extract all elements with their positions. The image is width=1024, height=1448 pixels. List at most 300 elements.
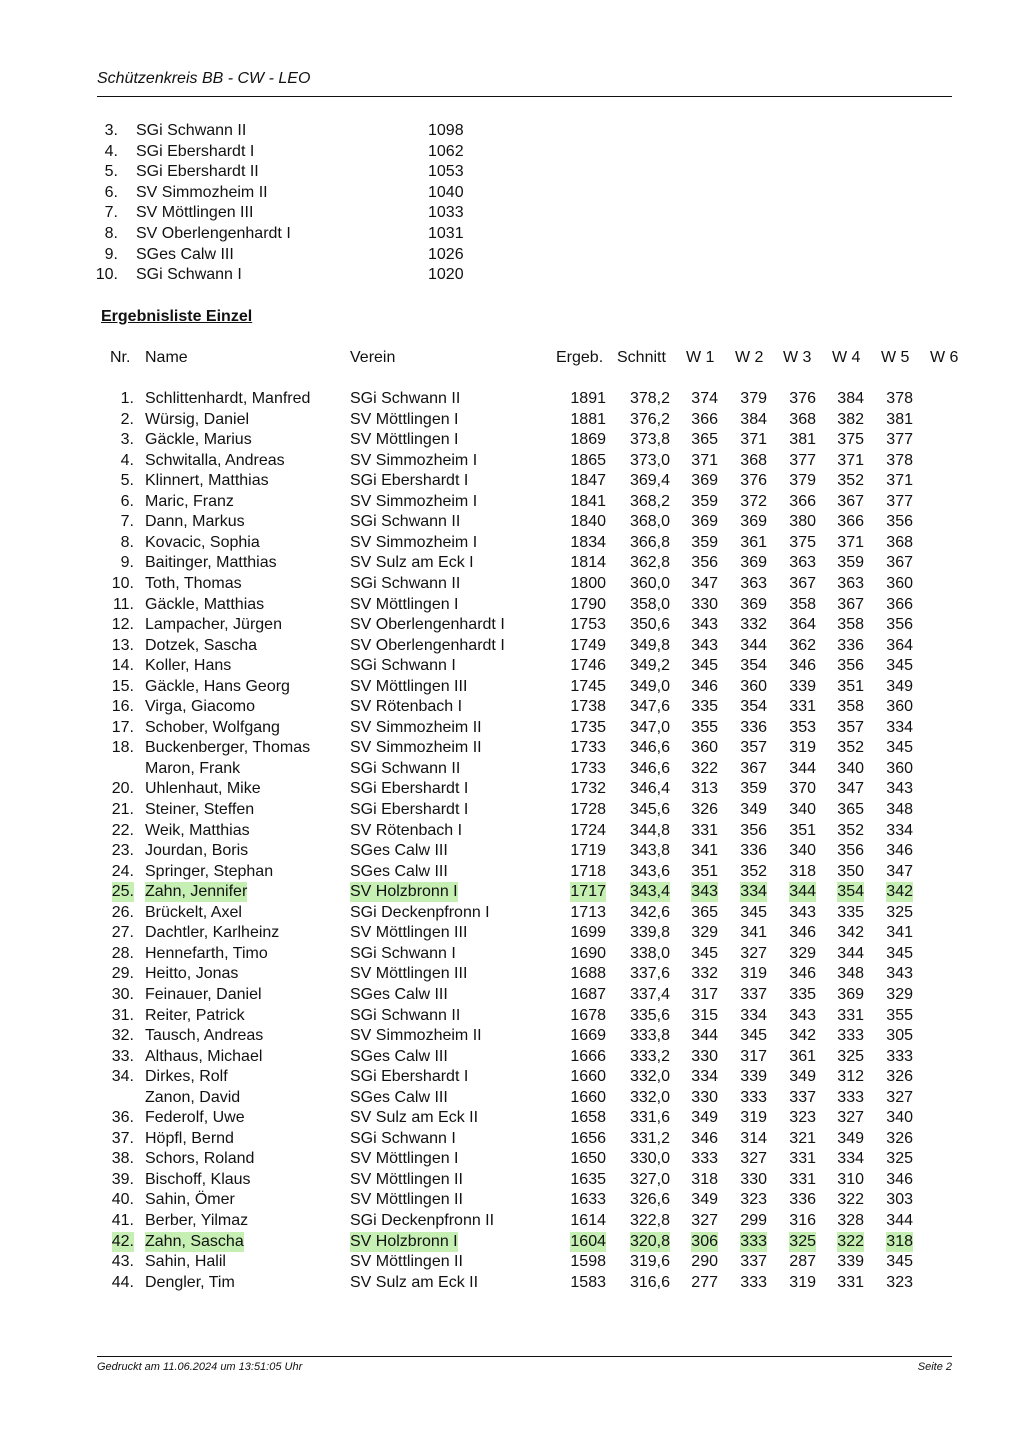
rank-cell: 25.: [111, 883, 134, 901]
rank-cell: 38.: [111, 1150, 134, 1168]
shooter-name-cell: Sahin, Halil: [145, 1253, 226, 1271]
round-4-score-cell: 327: [837, 1109, 864, 1127]
shooter-name-cell: Koller, Hans: [145, 657, 232, 675]
average-cell: 366,8: [629, 533, 670, 551]
rank-cell: 44.: [111, 1273, 134, 1291]
rank-cell: 30.: [111, 985, 134, 1003]
round-1-score-cell: 343: [691, 636, 718, 654]
round-1-score-cell: 313: [691, 780, 718, 798]
team-score: 1062: [428, 142, 464, 160]
club-cell: SV Möttlingen III: [350, 677, 468, 695]
round-2-score-cell: 354: [740, 657, 767, 675]
club-cell: SGi Schwann II: [350, 759, 461, 777]
shooter-name-cell: Zanon, David: [145, 1088, 241, 1106]
round-1-score-cell: 359: [691, 533, 718, 551]
round-1-score-cell: 369: [691, 472, 718, 490]
round-4-score-cell: 331: [837, 1273, 864, 1291]
round-3-score-cell: 343: [789, 1006, 816, 1024]
round-2-score-cell: 337: [740, 1253, 767, 1271]
team-name: SGi Ebershardt I: [136, 142, 255, 160]
round-4-score-cell: 310: [837, 1170, 864, 1188]
rank-cell: 39.: [111, 1170, 134, 1188]
total-score-cell: 1635: [570, 1170, 606, 1188]
round-5-score-cell: 360: [886, 698, 913, 716]
round-2-score-cell: 334: [740, 1006, 767, 1024]
average-cell: 362,8: [629, 554, 670, 572]
round-5-score-cell: 344: [886, 1212, 913, 1229]
average-cell: 344,8: [629, 821, 670, 839]
total-score-cell: 1841: [570, 492, 606, 510]
average-cell: 339,8: [629, 924, 670, 942]
average-cell: 327,0: [629, 1170, 670, 1188]
team-result-row: [80, 184, 500, 204]
total-score-cell: 1687: [570, 985, 606, 1003]
round-2-score-cell: 333: [740, 1088, 767, 1106]
table-row: [0, 862, 1024, 882]
shooter-name-cell: Weik, Matthias: [145, 821, 250, 839]
shooter-name-cell: Federolf, Uwe: [145, 1109, 245, 1127]
round-4-score-cell: 371: [837, 533, 864, 551]
round-4-score-cell: 371: [837, 451, 864, 469]
round-3-score-cell: 349: [789, 1068, 816, 1086]
round-5-score-cell: 366: [886, 595, 913, 613]
round-5-score-cell: 327: [886, 1088, 913, 1106]
round-4-score-cell: 369: [837, 985, 864, 1003]
shooter-name-cell: Lampacher, Jürgen: [145, 616, 282, 634]
shooter-name-cell: Kovacic, Sophia: [145, 533, 260, 551]
round-4-score-cell: 352: [837, 472, 864, 490]
round-3-score-cell: 335: [789, 985, 816, 1003]
round-3-score-cell: 343: [789, 903, 816, 921]
round-5-score-cell: 340: [886, 1109, 913, 1127]
round-3-score-cell: 346: [789, 657, 816, 675]
round-2-score-cell: 332: [740, 616, 767, 634]
total-score-cell: 1733: [570, 759, 606, 777]
round-4-score-cell: 363: [837, 574, 864, 592]
round-1-score-cell: 277: [691, 1273, 718, 1291]
rank-cell: 4.: [120, 451, 134, 469]
club-cell: SV Simmozheim I: [350, 492, 478, 510]
table-row: [0, 903, 1024, 923]
round-4-score-cell: 356: [837, 657, 864, 675]
round-1-score-cell: 341: [691, 842, 718, 860]
table-row-highlighted: [0, 882, 1024, 902]
round-1-score-cell: 318: [691, 1170, 718, 1188]
total-score-cell: 1583: [570, 1273, 606, 1291]
club-cell: SV Möttlingen I: [350, 1150, 459, 1168]
round-1-score-cell: 374: [691, 390, 718, 407]
club-cell: SV Möttlingen III: [350, 924, 468, 942]
round-5-score-cell: 326: [886, 1129, 913, 1147]
team-result-row: [80, 204, 500, 224]
rank-cell: 33.: [111, 1047, 134, 1065]
average-cell: 349,0: [629, 677, 670, 695]
rank-cell: 42.: [111, 1232, 134, 1250]
total-score-cell: 1891: [570, 390, 606, 407]
table-row: [0, 389, 1024, 409]
shooter-name-cell: Schober, Wolfgang: [145, 718, 280, 736]
team-rank: 10.: [95, 266, 118, 284]
round-4-score-cell: 340: [837, 759, 864, 777]
round-1-score-cell: 366: [691, 410, 718, 428]
club-cell: SGi Schwann II: [350, 390, 461, 407]
average-cell: 342,6: [629, 903, 670, 921]
round-5-score-cell: 342: [886, 883, 913, 901]
average-cell: 347,6: [629, 698, 670, 716]
club-cell: SV Rötenbach I: [350, 698, 463, 716]
team-score: 1098: [428, 122, 464, 139]
total-score-cell: 1633: [570, 1191, 606, 1209]
rank-cell: 21.: [111, 801, 134, 818]
average-cell: 368,0: [629, 513, 670, 531]
round-1-score-cell: 349: [691, 1109, 718, 1127]
table-row: [0, 512, 1024, 532]
round-5-score-cell: 341: [886, 924, 913, 942]
round-2-score-cell: 345: [740, 903, 767, 921]
shooter-name-cell: Gäckle, Matthias: [145, 595, 265, 613]
total-score-cell: 1719: [570, 842, 606, 860]
round-1-score-cell: 359: [691, 492, 718, 510]
rank-cell: 14.: [111, 657, 134, 675]
round-1-score-cell: 290: [691, 1253, 718, 1271]
team-result-row: [80, 143, 500, 163]
total-score-cell: 1847: [570, 472, 606, 490]
round-2-score-cell: 319: [740, 1109, 767, 1127]
round-2-score-cell: 323: [740, 1191, 767, 1209]
round-2-score-cell: 357: [740, 739, 767, 757]
total-score-cell: 1717: [570, 883, 606, 901]
rank-cell: 10.: [111, 574, 134, 592]
shooter-name-cell: Höpfl, Bernd: [145, 1129, 234, 1147]
round-1-score-cell: 329: [691, 924, 718, 942]
total-score-cell: 1678: [570, 1006, 606, 1024]
club-cell: SV Möttlingen I: [350, 595, 459, 613]
rank-cell: 27.: [111, 924, 134, 942]
total-score-cell: 1733: [570, 739, 606, 757]
round-4-score-cell: 347: [837, 780, 864, 798]
round-2-score-cell: 327: [740, 944, 767, 962]
round-4-score-cell: 322: [837, 1232, 864, 1250]
shooter-name-cell: Schlittenhardt, Manfred: [145, 390, 311, 407]
total-score-cell: 1669: [570, 1027, 606, 1045]
round-3-score-cell: 337: [789, 1088, 816, 1106]
column-header-schnitt: Schnitt: [617, 349, 666, 366]
round-2-score-cell: 339: [740, 1068, 767, 1086]
round-1-score-cell: 343: [691, 616, 718, 634]
shooter-name-cell: Dachtler, Karlheinz: [145, 924, 280, 942]
round-3-score-cell: 316: [789, 1212, 816, 1229]
header-divider: [97, 96, 952, 97]
total-score-cell: 1746: [570, 657, 606, 675]
shooter-name-cell: Sahin, Ömer: [145, 1191, 235, 1209]
table-row: [0, 1252, 1024, 1272]
round-2-score-cell: 330: [740, 1170, 767, 1188]
average-cell: 330,0: [629, 1150, 670, 1168]
team-name: SV Oberlengenhardt I: [136, 225, 291, 242]
round-4-score-cell: 357: [837, 718, 864, 736]
round-2-score-cell: 359: [740, 780, 767, 798]
table-row: [0, 718, 1024, 738]
round-3-score-cell: 346: [789, 965, 816, 983]
round-2-score-cell: 317: [740, 1047, 767, 1065]
team-name: SGi Ebershardt II: [136, 163, 259, 181]
round-5-score-cell: 378: [886, 390, 913, 407]
table-row: [0, 1273, 1024, 1293]
rank-cell: 40.: [111, 1191, 134, 1209]
club-cell: SV Sulz am Eck II: [350, 1273, 479, 1291]
shooter-name-cell: Klinnert, Matthias: [145, 472, 269, 490]
rank-cell: 34.: [111, 1068, 134, 1086]
round-3-score-cell: 380: [789, 513, 816, 531]
round-1-score-cell: 306: [691, 1232, 718, 1250]
column-header-w4: W 4: [832, 349, 861, 366]
total-score-cell: 1749: [570, 636, 606, 654]
shooter-name-cell: Brückelt, Axel: [145, 903, 242, 921]
rank-cell: 24.: [111, 862, 134, 880]
total-score-cell: 1718: [570, 862, 606, 880]
team-result-row: [80, 225, 500, 245]
team-rank: 5.: [104, 163, 118, 181]
round-3-score-cell: 336: [789, 1191, 816, 1209]
round-3-score-cell: 353: [789, 718, 816, 736]
round-1-score-cell: 346: [691, 1129, 718, 1147]
average-cell: 343,8: [629, 842, 670, 860]
round-3-score-cell: 319: [789, 739, 816, 757]
average-cell: 360,0: [629, 574, 670, 592]
round-5-score-cell: 343: [886, 965, 913, 983]
average-cell: 326,6: [629, 1191, 670, 1209]
team-rank: 6.: [104, 183, 118, 201]
rank-cell: 32.: [111, 1027, 134, 1045]
round-5-score-cell: 334: [886, 718, 913, 736]
round-3-score-cell: 340: [789, 801, 816, 818]
team-score: 1053: [428, 163, 464, 181]
round-2-score-cell: 361: [740, 533, 767, 551]
table-row: [0, 821, 1024, 841]
round-4-score-cell: 358: [837, 616, 864, 634]
round-5-score-cell: 325: [886, 1150, 913, 1168]
round-5-score-cell: 305: [886, 1027, 913, 1045]
total-score-cell: 1753: [570, 616, 606, 634]
total-score-cell: 1690: [570, 944, 606, 962]
rank-cell: 28.: [111, 944, 134, 962]
rank-cell: 1.: [120, 390, 134, 407]
total-score-cell: 1728: [570, 801, 606, 818]
rank-cell: 36.: [111, 1109, 134, 1127]
table-row-highlighted: [0, 1232, 1024, 1252]
footer-page-number: Seite 2: [917, 1361, 952, 1373]
table-row: [0, 1170, 1024, 1190]
shooter-name-cell: Zahn, Sascha: [145, 1232, 244, 1250]
table-row: [0, 595, 1024, 615]
round-2-score-cell: 333: [740, 1232, 767, 1250]
round-3-score-cell: 366: [789, 492, 816, 510]
table-row: [0, 1067, 1024, 1087]
club-cell: SGes Calw III: [350, 985, 448, 1003]
table-row: [0, 430, 1024, 450]
total-score-cell: 1699: [570, 924, 606, 942]
round-3-score-cell: 331: [789, 1150, 816, 1168]
round-4-score-cell: 354: [837, 883, 864, 901]
table-row: [0, 1006, 1024, 1026]
round-1-score-cell: 343: [691, 883, 718, 901]
average-cell: 346,4: [629, 780, 670, 798]
shooter-name-cell: Zahn, Jennifer: [145, 883, 248, 901]
footer-printed-date: Gedruckt am 11.06.2024 um 13:51:05 Uhr: [97, 1361, 303, 1373]
shooter-name-cell: Uhlenhaut, Mike: [145, 780, 261, 798]
table-row: [0, 800, 1024, 820]
table-row: [0, 1190, 1024, 1210]
round-3-score-cell: 375: [789, 533, 816, 551]
club-cell: SGi Schwann I: [350, 1129, 456, 1147]
shooter-name-cell: Dotzek, Sascha: [145, 636, 258, 654]
shooter-name-cell: Maron, Frank: [145, 759, 241, 777]
club-cell: SV Simmozheim I: [350, 451, 478, 469]
column-header-name: Name: [145, 349, 188, 366]
shooter-name-cell: Virga, Giacomo: [145, 698, 255, 716]
round-2-score-cell: 337: [740, 985, 767, 1003]
club-cell: SGi Schwann II: [350, 574, 461, 592]
total-score-cell: 1840: [570, 513, 606, 531]
round-1-score-cell: 333: [691, 1150, 718, 1168]
club-cell: SGi Schwann II: [350, 513, 461, 531]
round-4-score-cell: 352: [837, 821, 864, 839]
round-2-score-cell: 376: [740, 472, 767, 490]
rank-cell: 8.: [120, 533, 134, 551]
round-1-score-cell: 369: [691, 513, 718, 531]
round-3-score-cell: 344: [789, 759, 816, 777]
round-4-score-cell: 336: [837, 636, 864, 654]
round-5-score-cell: 360: [886, 759, 913, 777]
round-3-score-cell: 323: [789, 1109, 816, 1127]
round-1-score-cell: 365: [691, 903, 718, 921]
round-2-score-cell: 371: [740, 431, 767, 449]
club-cell: SGi Schwann I: [350, 944, 456, 962]
rank-cell: 2.: [120, 410, 134, 428]
table-row: [0, 738, 1024, 758]
round-4-score-cell: 348: [837, 965, 864, 983]
club-cell: SV Simmozheim I: [350, 533, 478, 551]
team-rank: 9.: [104, 245, 118, 263]
average-cell: 343,4: [629, 883, 670, 901]
rank-cell: 37.: [111, 1129, 134, 1147]
average-cell: 332,0: [629, 1068, 670, 1086]
round-2-score-cell: 379: [740, 390, 767, 407]
round-3-score-cell: 363: [789, 554, 816, 572]
average-cell: 343,6: [629, 862, 670, 880]
average-cell: 345,6: [629, 801, 670, 818]
round-1-score-cell: 327: [691, 1212, 718, 1229]
average-cell: 333,2: [629, 1047, 670, 1065]
table-row: [0, 1088, 1024, 1108]
rank-cell: 31.: [111, 1006, 134, 1024]
total-score-cell: 1688: [570, 965, 606, 983]
round-3-score-cell: 364: [789, 616, 816, 634]
club-cell: SGi Ebershardt I: [350, 801, 469, 818]
round-3-score-cell: 331: [789, 698, 816, 716]
rank-cell: 12.: [111, 616, 134, 634]
shooter-name-cell: Dirkes, Rolf: [145, 1068, 228, 1086]
total-score-cell: 1656: [570, 1129, 606, 1147]
rank-cell: 11.: [112, 595, 134, 613]
round-3-score-cell: 379: [789, 472, 816, 490]
round-1-score-cell: 360: [691, 739, 718, 757]
club-cell: SGes Calw III: [350, 1047, 448, 1065]
table-row: [0, 471, 1024, 491]
round-3-score-cell: 377: [789, 451, 816, 469]
round-4-score-cell: 366: [837, 513, 864, 531]
average-cell: 331,6: [629, 1109, 670, 1127]
rank-cell: 16.: [111, 698, 134, 716]
rank-cell: 13.: [111, 636, 134, 654]
team-rank: 3.: [104, 122, 118, 139]
round-1-score-cell: 317: [691, 985, 718, 1003]
average-cell: 369,4: [629, 472, 670, 490]
round-2-score-cell: 341: [740, 924, 767, 942]
footer-divider: [97, 1356, 952, 1357]
total-score-cell: 1604: [570, 1232, 606, 1250]
total-score-cell: 1865: [570, 451, 606, 469]
rank-cell: 5.: [120, 472, 134, 490]
round-5-score-cell: 347: [886, 862, 913, 880]
round-3-score-cell: 321: [789, 1129, 816, 1147]
team-score: 1026: [428, 245, 464, 263]
club-cell: SV Simmozheim II: [350, 1027, 482, 1045]
round-1-score-cell: 345: [691, 657, 718, 675]
round-2-score-cell: 360: [740, 677, 767, 695]
round-4-score-cell: 328: [837, 1212, 864, 1229]
round-3-score-cell: 329: [789, 944, 816, 962]
total-score-cell: 1660: [570, 1088, 606, 1106]
team-score: 1040: [428, 183, 464, 201]
round-4-score-cell: 365: [837, 801, 864, 818]
club-cell: SGi Schwann II: [350, 1006, 461, 1024]
round-3-score-cell: 351: [789, 821, 816, 839]
average-cell: 347,0: [629, 718, 670, 736]
round-3-score-cell: 319: [789, 1273, 816, 1291]
club-cell: SV Simmozheim II: [350, 739, 482, 757]
average-cell: 319,6: [629, 1253, 670, 1271]
table-row: [0, 677, 1024, 697]
total-score-cell: 1650: [570, 1150, 606, 1168]
club-cell: SV Rötenbach I: [350, 821, 463, 839]
average-cell: 337,4: [629, 985, 670, 1003]
table-row: [0, 985, 1024, 1005]
rank-cell: 41.: [111, 1212, 134, 1229]
total-score-cell: 1666: [570, 1047, 606, 1065]
club-cell: SGi Deckenpfronn II: [350, 1212, 495, 1229]
round-1-score-cell: 334: [691, 1068, 718, 1086]
total-score-cell: 1834: [570, 533, 606, 551]
round-5-score-cell: 345: [886, 739, 913, 757]
shooter-name-cell: Springer, Stephan: [145, 862, 274, 880]
table-row: [0, 656, 1024, 676]
club-cell: SV Möttlingen II: [350, 1253, 463, 1271]
shooter-name-cell: Dann, Markus: [145, 513, 245, 531]
table-row: [0, 1026, 1024, 1046]
average-cell: 358,0: [629, 595, 670, 613]
round-2-score-cell: 327: [740, 1150, 767, 1168]
round-5-score-cell: 364: [886, 636, 913, 654]
round-5-score-cell: 355: [886, 1006, 913, 1024]
table-row: [0, 1129, 1024, 1149]
club-cell: SGes Calw III: [350, 842, 448, 860]
club-cell: SGes Calw III: [350, 1088, 448, 1106]
average-cell: 335,6: [629, 1006, 670, 1024]
round-1-score-cell: 371: [691, 451, 718, 469]
rank-cell: 3.: [120, 431, 134, 449]
round-1-score-cell: 322: [691, 759, 718, 777]
